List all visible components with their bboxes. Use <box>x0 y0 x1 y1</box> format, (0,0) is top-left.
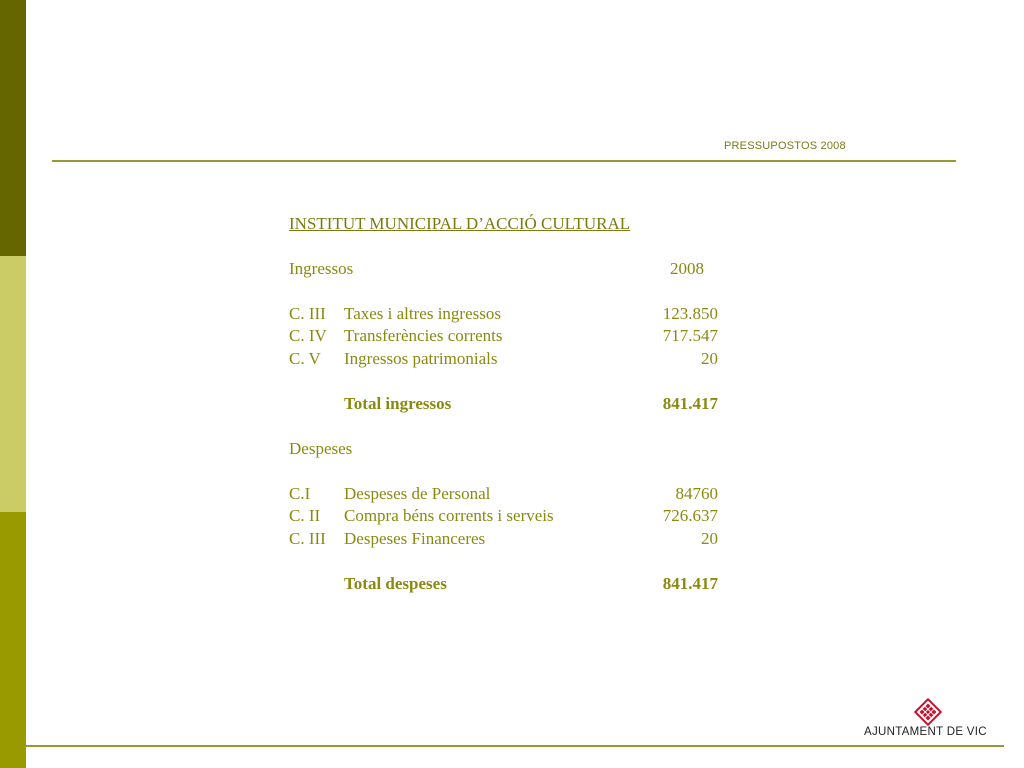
row-code: C. III <box>289 303 326 323</box>
income-total-row <box>289 393 729 416</box>
row-label: Despeses de Personal <box>344 483 491 503</box>
header-title: PRESSUPOSTOS 2008 <box>724 140 846 152</box>
year-heading: 2008 <box>670 258 704 278</box>
total-value: 841.417 <box>662 573 718 593</box>
logo-text: AJUNTAMENT DE VIC <box>864 726 987 738</box>
row-value: 20 <box>701 528 718 548</box>
total-value: 841.417 <box>662 393 718 413</box>
ajuntament-logo <box>864 698 994 742</box>
footer-divider <box>26 745 1004 747</box>
row-label: Transferències corrents <box>344 326 503 345</box>
expense-row <box>289 528 729 551</box>
expenses-heading-row <box>289 438 729 461</box>
row-code: C. IV <box>289 326 327 345</box>
row-value: 123.850 <box>662 303 718 323</box>
row-label: Despeses Financeres <box>344 528 486 548</box>
budget-document <box>289 213 729 595</box>
total-label: Total despeses <box>344 573 447 593</box>
row-value: 726.637 <box>662 506 718 525</box>
total-label: Total ingressos <box>344 393 452 413</box>
row-code: C.I <box>289 483 311 503</box>
side-bar-light <box>0 256 26 512</box>
row-label: Compra béns corrents i serveis <box>344 506 554 525</box>
row-code: C. II <box>289 506 321 525</box>
row-label: Taxes i altres ingressos <box>344 303 501 323</box>
header-divider <box>52 160 956 162</box>
row-code: C. III <box>289 528 326 548</box>
side-bar-olive <box>0 512 26 768</box>
row-value: 20 <box>701 348 718 368</box>
row-value: 717.547 <box>662 326 718 345</box>
row-label: Ingressos patrimonials <box>344 348 498 368</box>
income-row <box>289 303 729 326</box>
income-row <box>289 348 729 371</box>
side-bar-dark <box>0 0 26 256</box>
income-row <box>289 325 729 348</box>
expenses-total-row <box>289 573 729 596</box>
expense-row <box>289 483 729 506</box>
expenses-heading: Despeses <box>289 438 353 458</box>
row-code: C. V <box>289 348 321 368</box>
income-heading: Ingressos <box>289 258 354 278</box>
expense-row <box>289 505 729 528</box>
vic-coat-of-arms-icon <box>914 698 942 726</box>
document-title: INSTITUT MUNICIPAL D’ACCIÓ CULTURAL <box>289 214 631 233</box>
row-value: 84760 <box>675 483 718 503</box>
income-heading-row <box>289 258 729 281</box>
